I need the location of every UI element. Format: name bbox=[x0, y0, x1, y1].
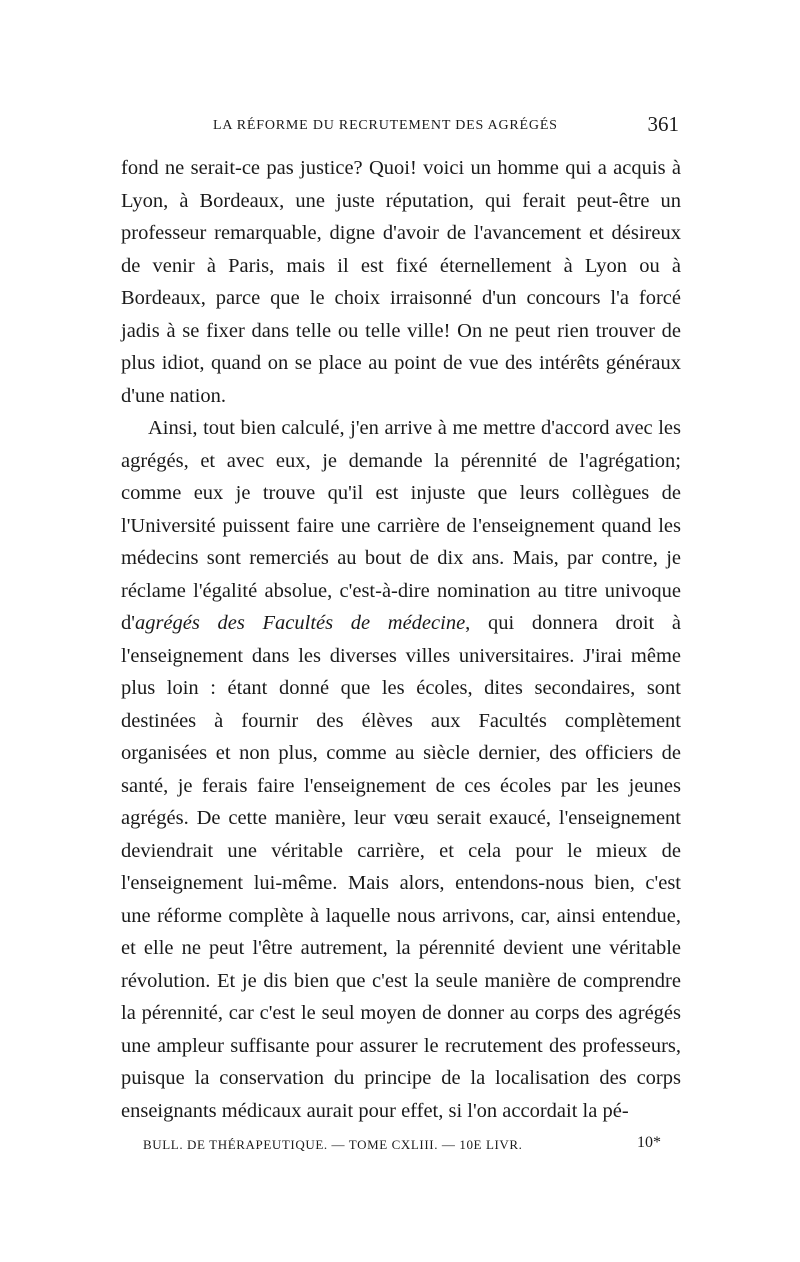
running-title: LA RÉFORME DU RECRUTEMENT DES AGRÉGÉS bbox=[213, 118, 558, 133]
book-page bbox=[121, 112, 681, 1157]
paragraph-2-text-a: Ainsi, tout bien calculé, j'en arrive à me mettre d'accord avec les agrégés, et avec eux, je demande la pérennité de l'agrégation; comme eux je trouve qu'il est injuste que leurs collègues de l'Université puissent faire une carrière de l'enseignement quand les médecins sont remerciés au bout de dix ans. Mais, par contre, je réclame l'égalité absolue, c'est-à-dire nomination au titre univoque d' bbox=[121, 417, 681, 634]
page-footer bbox=[121, 1133, 681, 1157]
paragraph-2-text-b: , qui donnera droit à l'enseignement dans les diverses villes universitaires. J'irai même plus loin : étant donné que les écoles, dites secondaires, sont destinées à fournir des élèves aux Facultés complètement organisées et non plus, comme au siècle dernier, des officiers de santé, je ferais faire l'enseignement de ces écoles par les jeunes agrégés. De cette manière, leur vœu serait exaucé, l'enseignement deviendrait une véritable carrière, et cela pour le mieux de l'enseignement lui-même. Mais alors, entendons-nous bien, c'est une réforme complète à laquelle nous arrivons, car, ainsi entendue, et elle ne peut l'être autrement, la pérennité devient une véritable révolution. Et je dis bien que c'est la seule manière de comprendre la pérennité, car c'est le seul moyen de donner au corps des agrégés une ampleur suffisante pour assurer le recrutement des professeurs, puisque la conservation du principe de la localisation des corps enseignants médicaux aurait pour effet, si l'on accordait la pé- bbox=[121, 612, 681, 1122]
page-number: 361 bbox=[647, 112, 679, 136]
running-head bbox=[121, 112, 681, 142]
footer-signature-mark: 10* bbox=[637, 1134, 661, 1151]
footer-journal-line: BULL. DE THÉRAPEUTIQUE. — TOME CXLIII. — 10E LIVR. bbox=[143, 1137, 523, 1152]
paragraph-1: fond ne serait-ce pas justice? Quoi! voici un homme qui a acquis à Lyon, à Bordeaux, une juste réputation, qui ferait peut-être un professeur remarquable, digne d'avoir de l'avancement et désireux de venir à Paris, mais il est fixé éternellement à Lyon ou à Bordeaux, parce que le choix irraisonné d'un concours l'a forcé jadis à se fixer dans telle ou telle ville! On ne peut rien trouver de plus idiot, quand on se place au point de vue des intérêts généraux d'une nation. bbox=[121, 157, 681, 407]
paragraph-2 bbox=[121, 412, 681, 1127]
body-text bbox=[121, 152, 681, 1127]
italic-term: agrégés des Facultés de médecine bbox=[134, 612, 466, 634]
